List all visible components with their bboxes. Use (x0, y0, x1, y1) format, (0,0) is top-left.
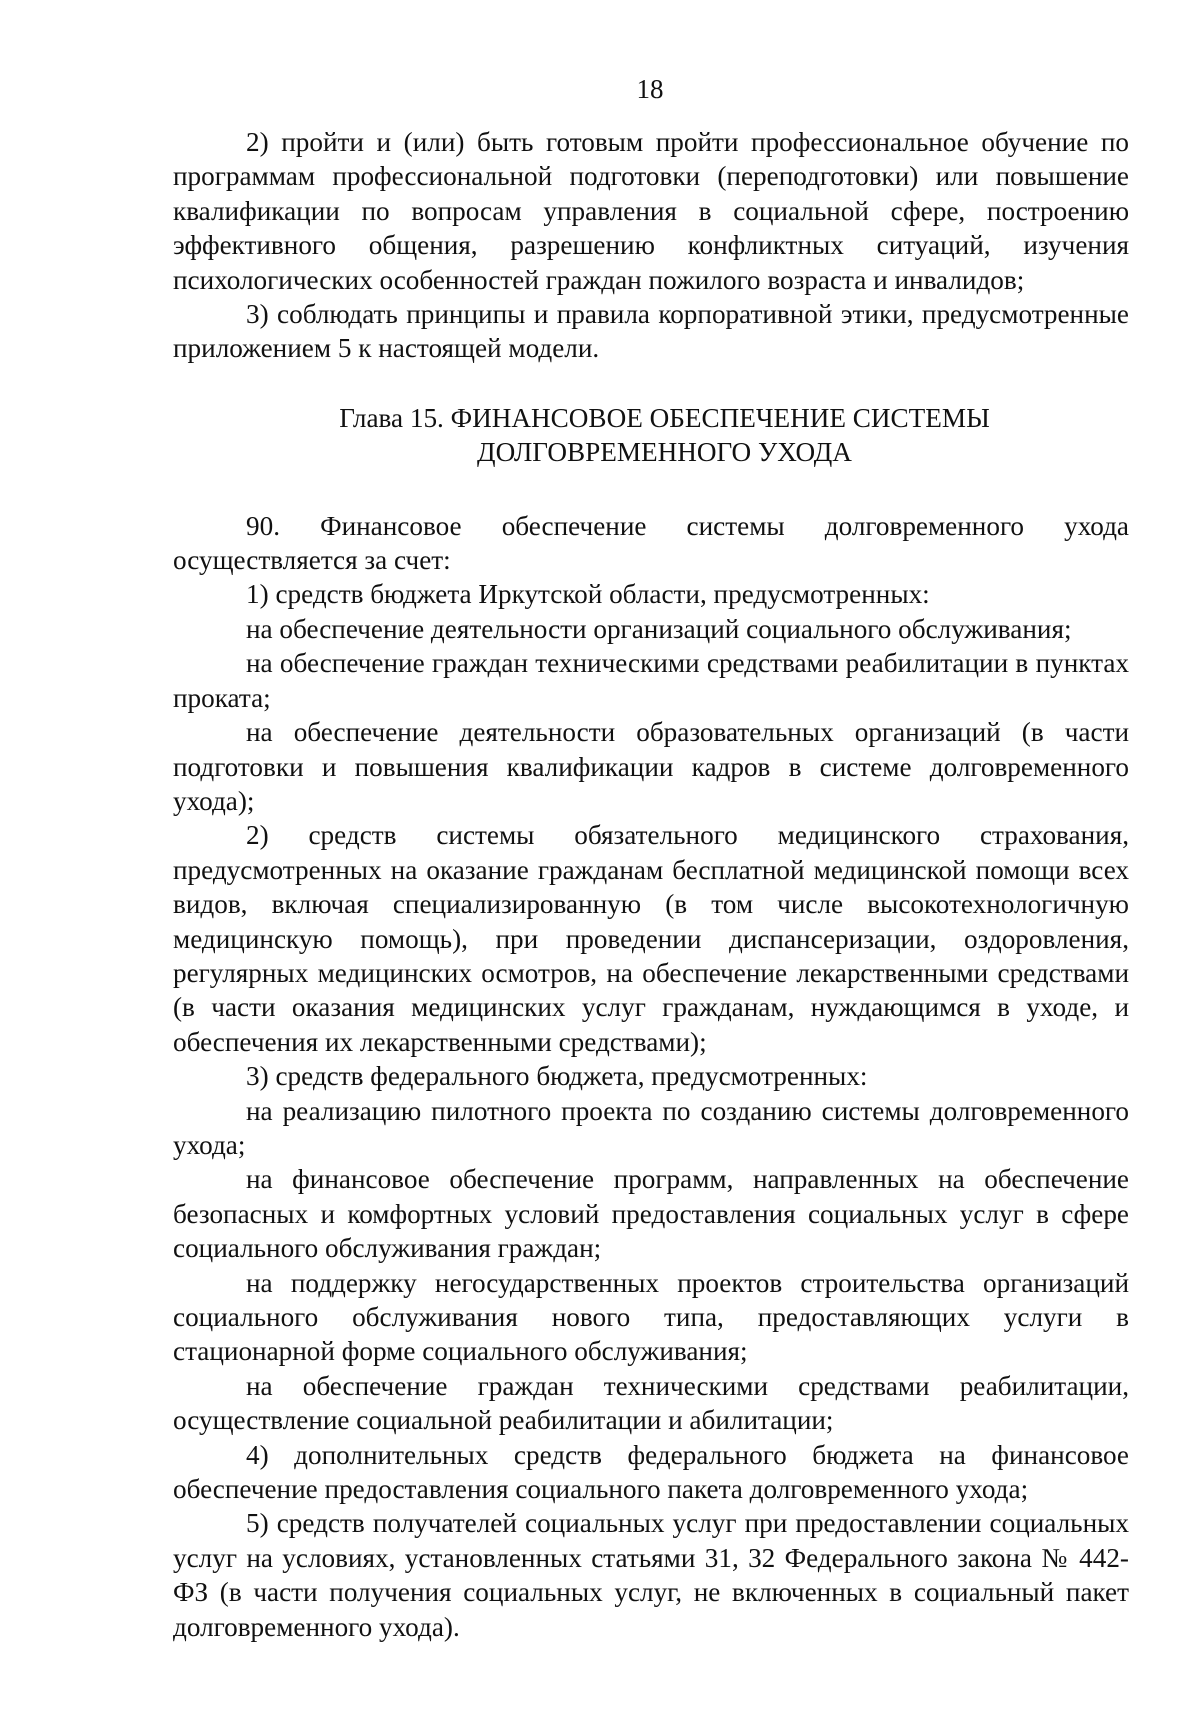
paragraph: на обеспечение граждан техническими средствами реабилитации, осуществление социальной реабилитации и абилитации; (173, 1370, 1129, 1436)
chapter-heading-line: Глава 15. ФИНАНСОВОЕ ОБЕСПЕЧЕНИЕ СИСТЕМЫ (339, 402, 990, 433)
paragraph: на обеспечение деятельности организаций социального обслуживания; (246, 613, 1072, 644)
paragraph: 2) средств системы обязательного медицинского страхования, предусмотренных на оказание гражданам бесплатной медицинской помощи всех видов, включая специализированную (в том числе высокотехнологичную медицинскую помощь), при проведении диспансеризации, оздоровления, регулярных медицинских осмотров, на обеспечение лекарственными средствами (в части оказания медицинских услуг гражданам, нуждающимся в уходе, и обеспечения их лекарственными средствами); (173, 820, 1129, 1057)
paragraph: на реализацию пилотного проекта по созданию системы долговременного ухода; (173, 1095, 1129, 1160)
page-number: 18 (636, 74, 664, 104)
paragraph: на обеспечение деятельности образовательных организаций (в части подготовки и повышения квалификации кадров в системе долговременного ухода); (173, 717, 1129, 816)
document-body (173, 125, 1129, 1644)
paragraph: 3) соблюдать принципы и правила корпоративной этики, предусмотренные приложением 5 к настоящей модели. (173, 299, 1129, 364)
paragraph: 2) пройти и (или) быть готовым пройти профессиональное обучение по программам профессиональной подготовки (переподготовки) или повышение квалификации по вопросам управления в социальной сфере, построению эффективного общения, разрешению конфликтных ситуаций, изучения психологических особенностей граждан пожилого возраста и инвалидов; (173, 127, 1129, 295)
paragraph: 5) средств получателей социальных услуг при предоставлении социальных услуг на условиях, установленных статьями 31, 32 Федерального закона № 442-ФЗ (в части получения социальных услуг, не включенных в социальный пакет долговременного ухода). (173, 1508, 1129, 1642)
paragraph: 1) средств бюджета Иркутской области, предусмотренных: (246, 579, 930, 610)
paragraph: на поддержку негосударственных проектов строительства организаций социального обслуживания нового типа, предоставляющих услуги в стационарной форме социального обслуживания; (173, 1267, 1129, 1367)
chapter-heading (173, 401, 1129, 470)
chapter-heading-line: ДОЛГОВРЕМЕННОГО УХОДА (477, 437, 852, 468)
paragraph: 90. Финансовое обеспечение системы долговременного ухода осуществляется за счет: (173, 510, 1129, 576)
paragraph: 3) средств федерального бюджета, предусмотренных: (246, 1061, 868, 1092)
paragraph: на обеспечение граждан техническими средствами реабилитации в пунктах проката; (173, 648, 1129, 713)
paragraph: 4) дополнительных средств федерального бюджета на финансовое обеспечение предоставления социального пакета долговременного ухода; (173, 1439, 1129, 1505)
paragraph: на финансовое обеспечение программ, направленных на обеспечение безопасных и комфортных условий предоставления социальных услуг в сфере социального обслуживания граждан; (173, 1164, 1129, 1264)
